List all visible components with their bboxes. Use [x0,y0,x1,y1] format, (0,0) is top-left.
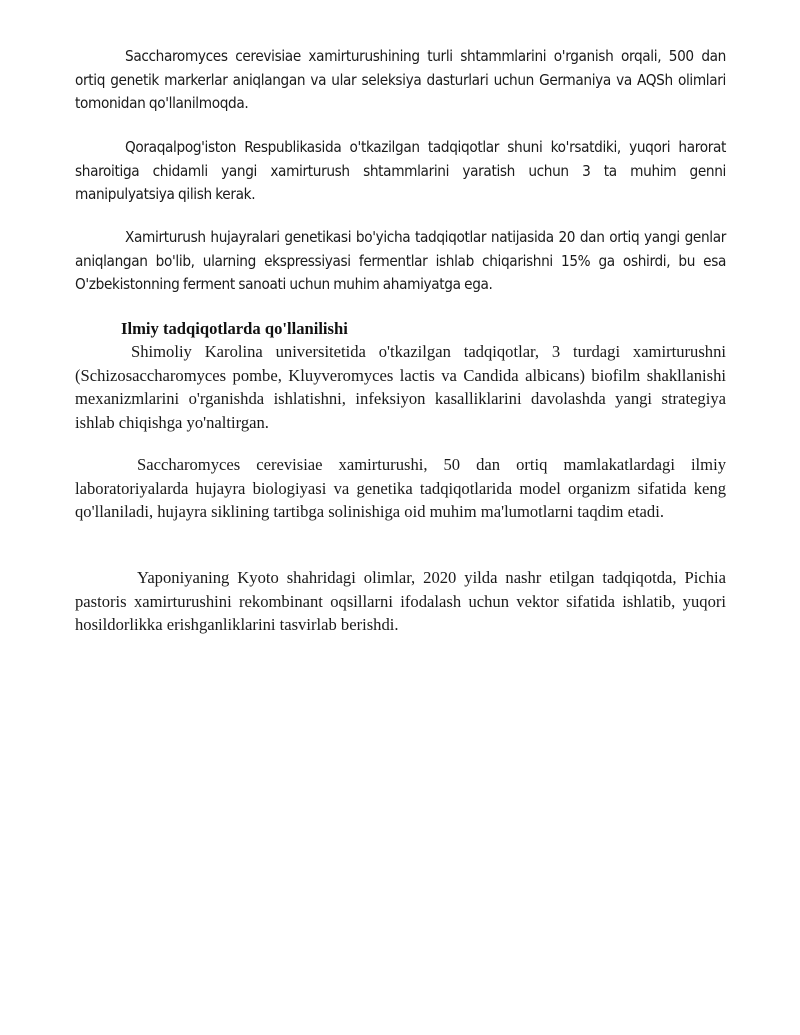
section-heading: Ilmiy tadqiqotlarda qo'llanilishi [121,319,348,338]
paragraph-model-organism: Saccharomyces cerevisiae xamirturushi, 50 dan ortiq mamlakatlardagi ilmiy laboratoriyalarda hujayra biologiyasi va genetika tadqiqotlarida model organizm sifatida keng qo'llaniladi, hujayra siklining tartibga solinishiga oid muhim ma'lumotlarni taqdim etadi. [75,455,726,521]
paragraph-kyoto-study: Yaponiyaning Kyoto shahridagi olimlar, 2020 yilda nashr etilgan tadqiqotda, Pichia pastoris xamirturushini rekombinant oqsillarni ifodalash uchun vektor sifatida ishlatib, yuqori hosildorlikka erishganliklarini tasvirlab berishdi. [75,568,726,634]
paragraph-new-genes: Xamirturush hujayralari genetikasi bo'yicha tadqiqotlar natijasida 20 dan ortiq yangi genlar aniqlangan bo'lib, ularning ekspressiyasi fermentlar ishlab chiqarishni 15% ga oshirdi, bu esa O'zbekistonning ferment sanoati uchun muhim ahamiyatga ega. [75,228,726,293]
paragraph-genetic-markers: Saccharomyces cerevisiae xamirturushining turli shtammlarini o'rganish orqali, 500 dan ortiq genetik markerlar aniqlangan va ular seleksiya dasturlari uchun Germaniya va AQSh olimlari tomonidan qo'llanilmoqda. [75,47,726,112]
paragraph-karakalpakstan-research: Qoraqalpog'iston Respublikasida o'tkazilgan tadqiqotlar shuni ko'rsatdiki, yuqori harorat sharoitiga chidamli yangi xamirturush shtammlarini yaratish uchun 3 ta muhim genni manipulyatsiya qilish kerak. [75,138,726,203]
paragraph-north-carolina-study: Shimoliy Karolina universitetida o'tkazilgan tadqiqotlar, 3 turdagi xamirturushni (Schizosaccharomyces pombe, Kluyveromyces lactis va Candida albicans) biofilm shakllanishi mexanizmlarini o'rganishda ishlatishni, infeksiyon kasalliklarini davolashda yangi strategiya ishlab chiqishga yo'naltirgan. [75,342,726,432]
